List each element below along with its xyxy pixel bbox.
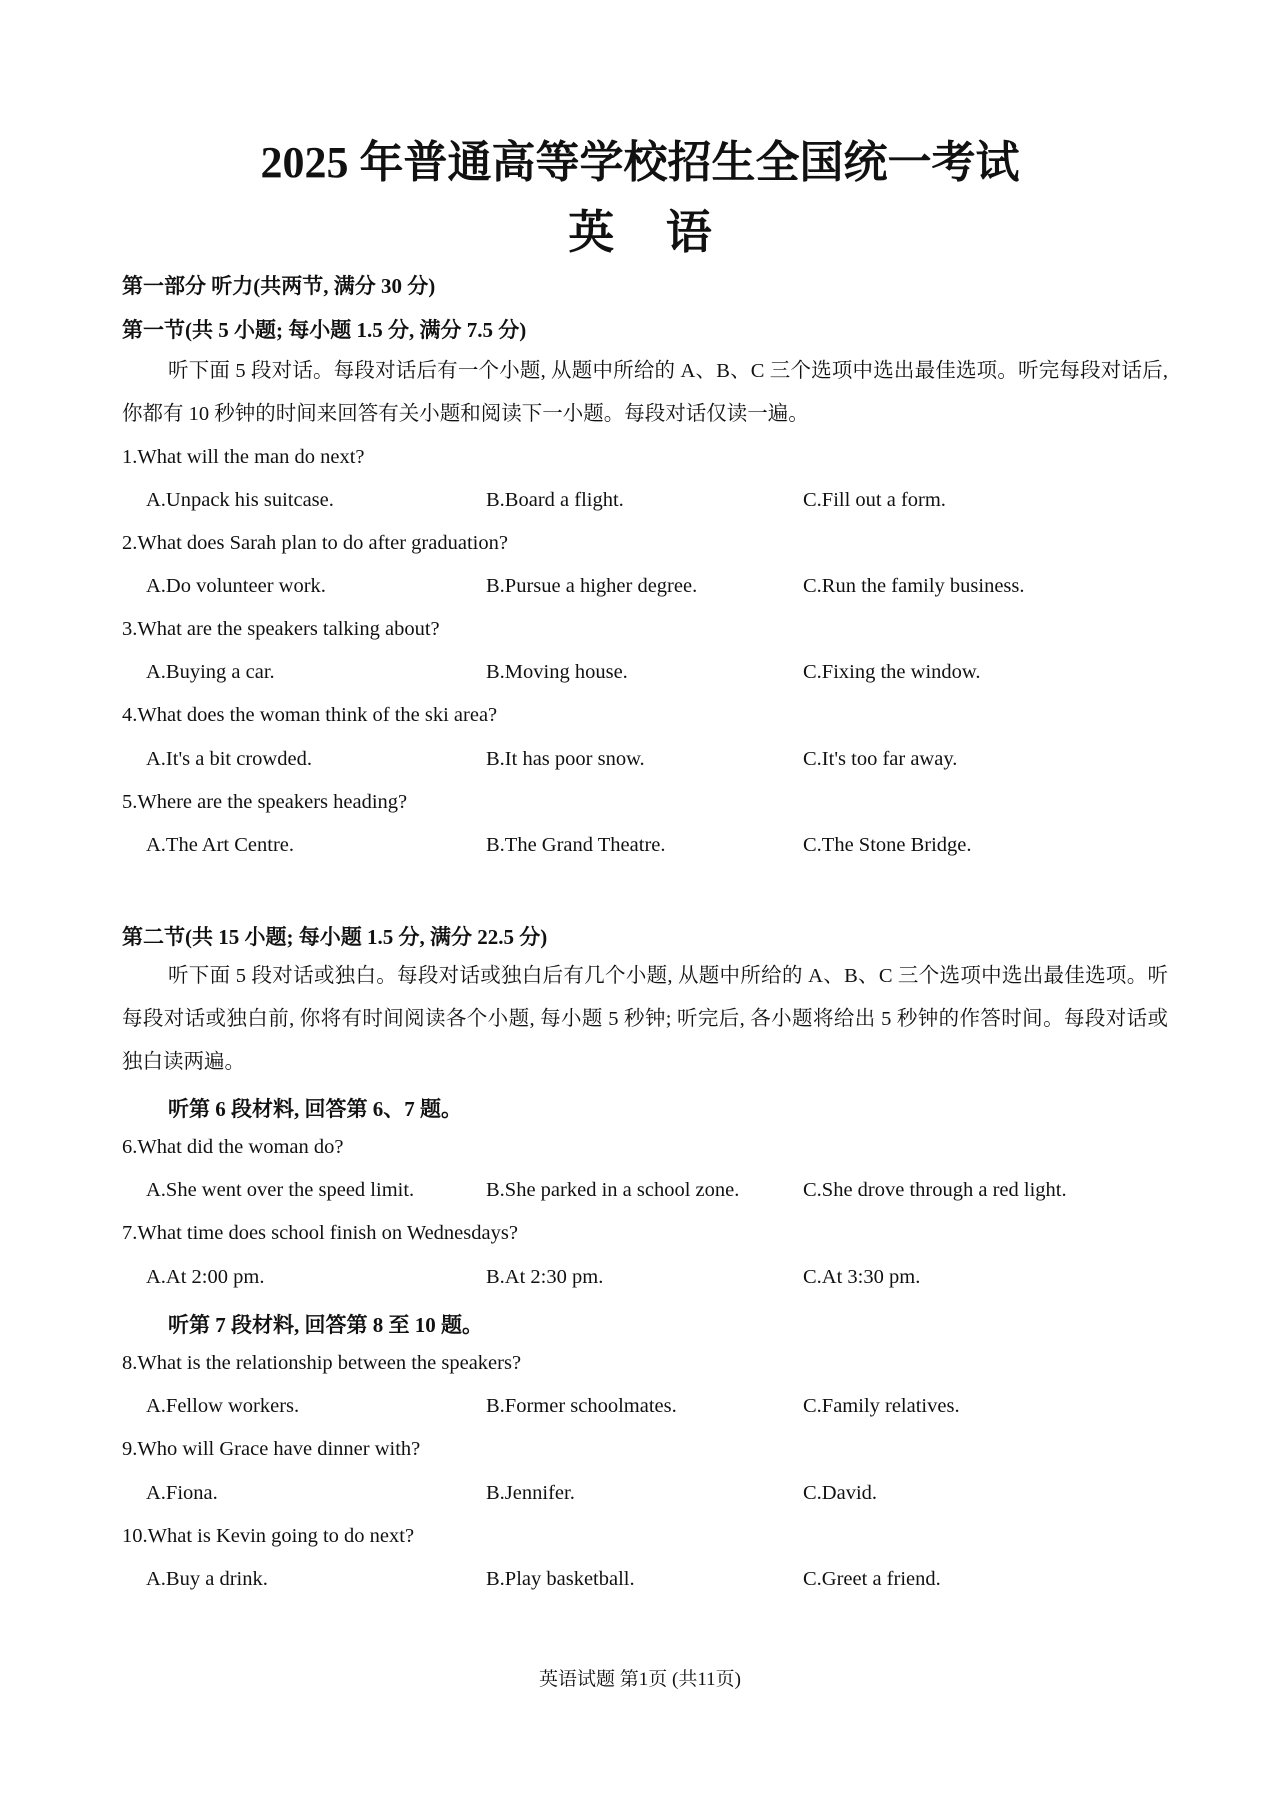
question-5-option-a: A.The Art Centre. — [146, 834, 295, 856]
question-4-option-b: B.It has poor snow. — [486, 748, 645, 770]
question-8-option-c: C.Family relatives. — [803, 1395, 960, 1417]
question-6-option-c: C.She drove through a red light. — [803, 1179, 1067, 1201]
question-2-option-a: A.Do volunteer work. — [146, 575, 326, 597]
question-6: 6.What did the woman do? — [122, 1136, 344, 1158]
question-9: 9.Who will Grace have dinner with? — [122, 1438, 421, 1460]
question-7-option-c: C.At 3:30 pm. — [803, 1266, 921, 1288]
question-6-option-b: B.She parked in a school zone. — [486, 1179, 740, 1201]
question-7-option-b: B.At 2:30 pm. — [486, 1266, 604, 1288]
question-5: 5.Where are the speakers heading? — [122, 791, 408, 813]
section2-instructions: 听下面 5 段对话或独白。每段对话或独白后有几个小题, 从题中所给的 A、B、C 三个选项中选出最佳选项。听每段对话或独白前, 你将有时间阅读各个小题, 每小题 5 秒钟; 听完后, 各小题将给出 5 秒钟的作答时间。每段对话或独白读两遍。 — [122, 965, 1168, 1073]
question-1: 1.What will the man do next? — [122, 446, 365, 468]
question-8-option-b: B.Former schoolmates. — [486, 1395, 677, 1417]
section1-instructions: 听下面 5 段对话。每段对话后有一个小题, 从题中所给的 A、B、C 三个选项中选出最佳选项。听完每段对话后, 你都有 10 秒钟的时间来回答有关小题和阅读下一小题。每段对话仅读一遍。 — [122, 360, 1168, 425]
question-7: 7.What time does school finish on Wednesdays? — [122, 1222, 518, 1244]
question-6-option-a: A.She went over the speed limit. — [146, 1179, 415, 1201]
question-10: 10.What is Kevin going to do next? — [122, 1525, 415, 1547]
question-8-option-a: A.Fellow workers. — [146, 1395, 300, 1417]
question-9-option-c: C.David. — [803, 1482, 878, 1504]
question-4-option-a: A.It's a bit crowded. — [146, 748, 312, 770]
question-3-option-c: C.Fixing the window. — [803, 661, 981, 683]
question-4: 4.What does the woman think of the ski area? — [122, 704, 498, 726]
question-5-option-b: B.The Grand Theatre. — [486, 834, 666, 856]
question-3-option-b: B.Moving house. — [486, 661, 628, 683]
question-9-option-b: B.Jennifer. — [486, 1482, 575, 1504]
question-3-option-a: A.Buying a car. — [146, 661, 275, 683]
question-8: 8.What is the relationship between the speakers? — [122, 1352, 522, 1374]
section1-heading: 第一节(共 5 小题; 每小题 1.5 分, 满分 7.5 分) — [122, 318, 527, 342]
section2-heading: 第二节(共 15 小题; 每小题 1.5 分, 满分 22.5 分) — [122, 925, 548, 949]
question-2-option-c: C.Run the family business. — [803, 575, 1025, 597]
question-10-option-b: B.Play basketball. — [486, 1568, 635, 1590]
question-1-option-c: C.Fill out a form. — [803, 489, 946, 511]
question-3: 3.What are the speakers talking about? — [122, 618, 440, 640]
material-7-heading: 听第 7 段材料, 回答第 8 至 10 题。 — [168, 1313, 483, 1337]
question-4-option-c: C.It's too far away. — [803, 748, 958, 770]
question-1-option-a: A.Unpack his suitcase. — [146, 489, 334, 511]
part1-heading: 第一部分 听力(共两节, 满分 30 分) — [122, 274, 436, 298]
page-footer: 英语试题 第1页 (共11页) — [539, 1669, 741, 1690]
exam-title: 2025 年普通高等学校招生全国统一考试 — [260, 138, 1020, 187]
question-5-option-c: C.The Stone Bridge. — [803, 834, 972, 856]
question-10-option-a: A.Buy a drink. — [146, 1568, 268, 1590]
subject-title: 英 语 — [568, 207, 732, 258]
question-2-option-b: B.Pursue a higher degree. — [486, 575, 698, 597]
question-1-option-b: B.Board a flight. — [486, 489, 624, 511]
question-9-option-a: A.Fiona. — [146, 1482, 218, 1504]
question-10-option-c: C.Greet a friend. — [803, 1568, 941, 1590]
question-2: 2.What does Sarah plan to do after graduation? — [122, 532, 508, 554]
question-7-option-a: A.At 2:00 pm. — [146, 1266, 265, 1288]
material-6-heading: 听第 6 段材料, 回答第 6、7 题。 — [168, 1097, 462, 1121]
